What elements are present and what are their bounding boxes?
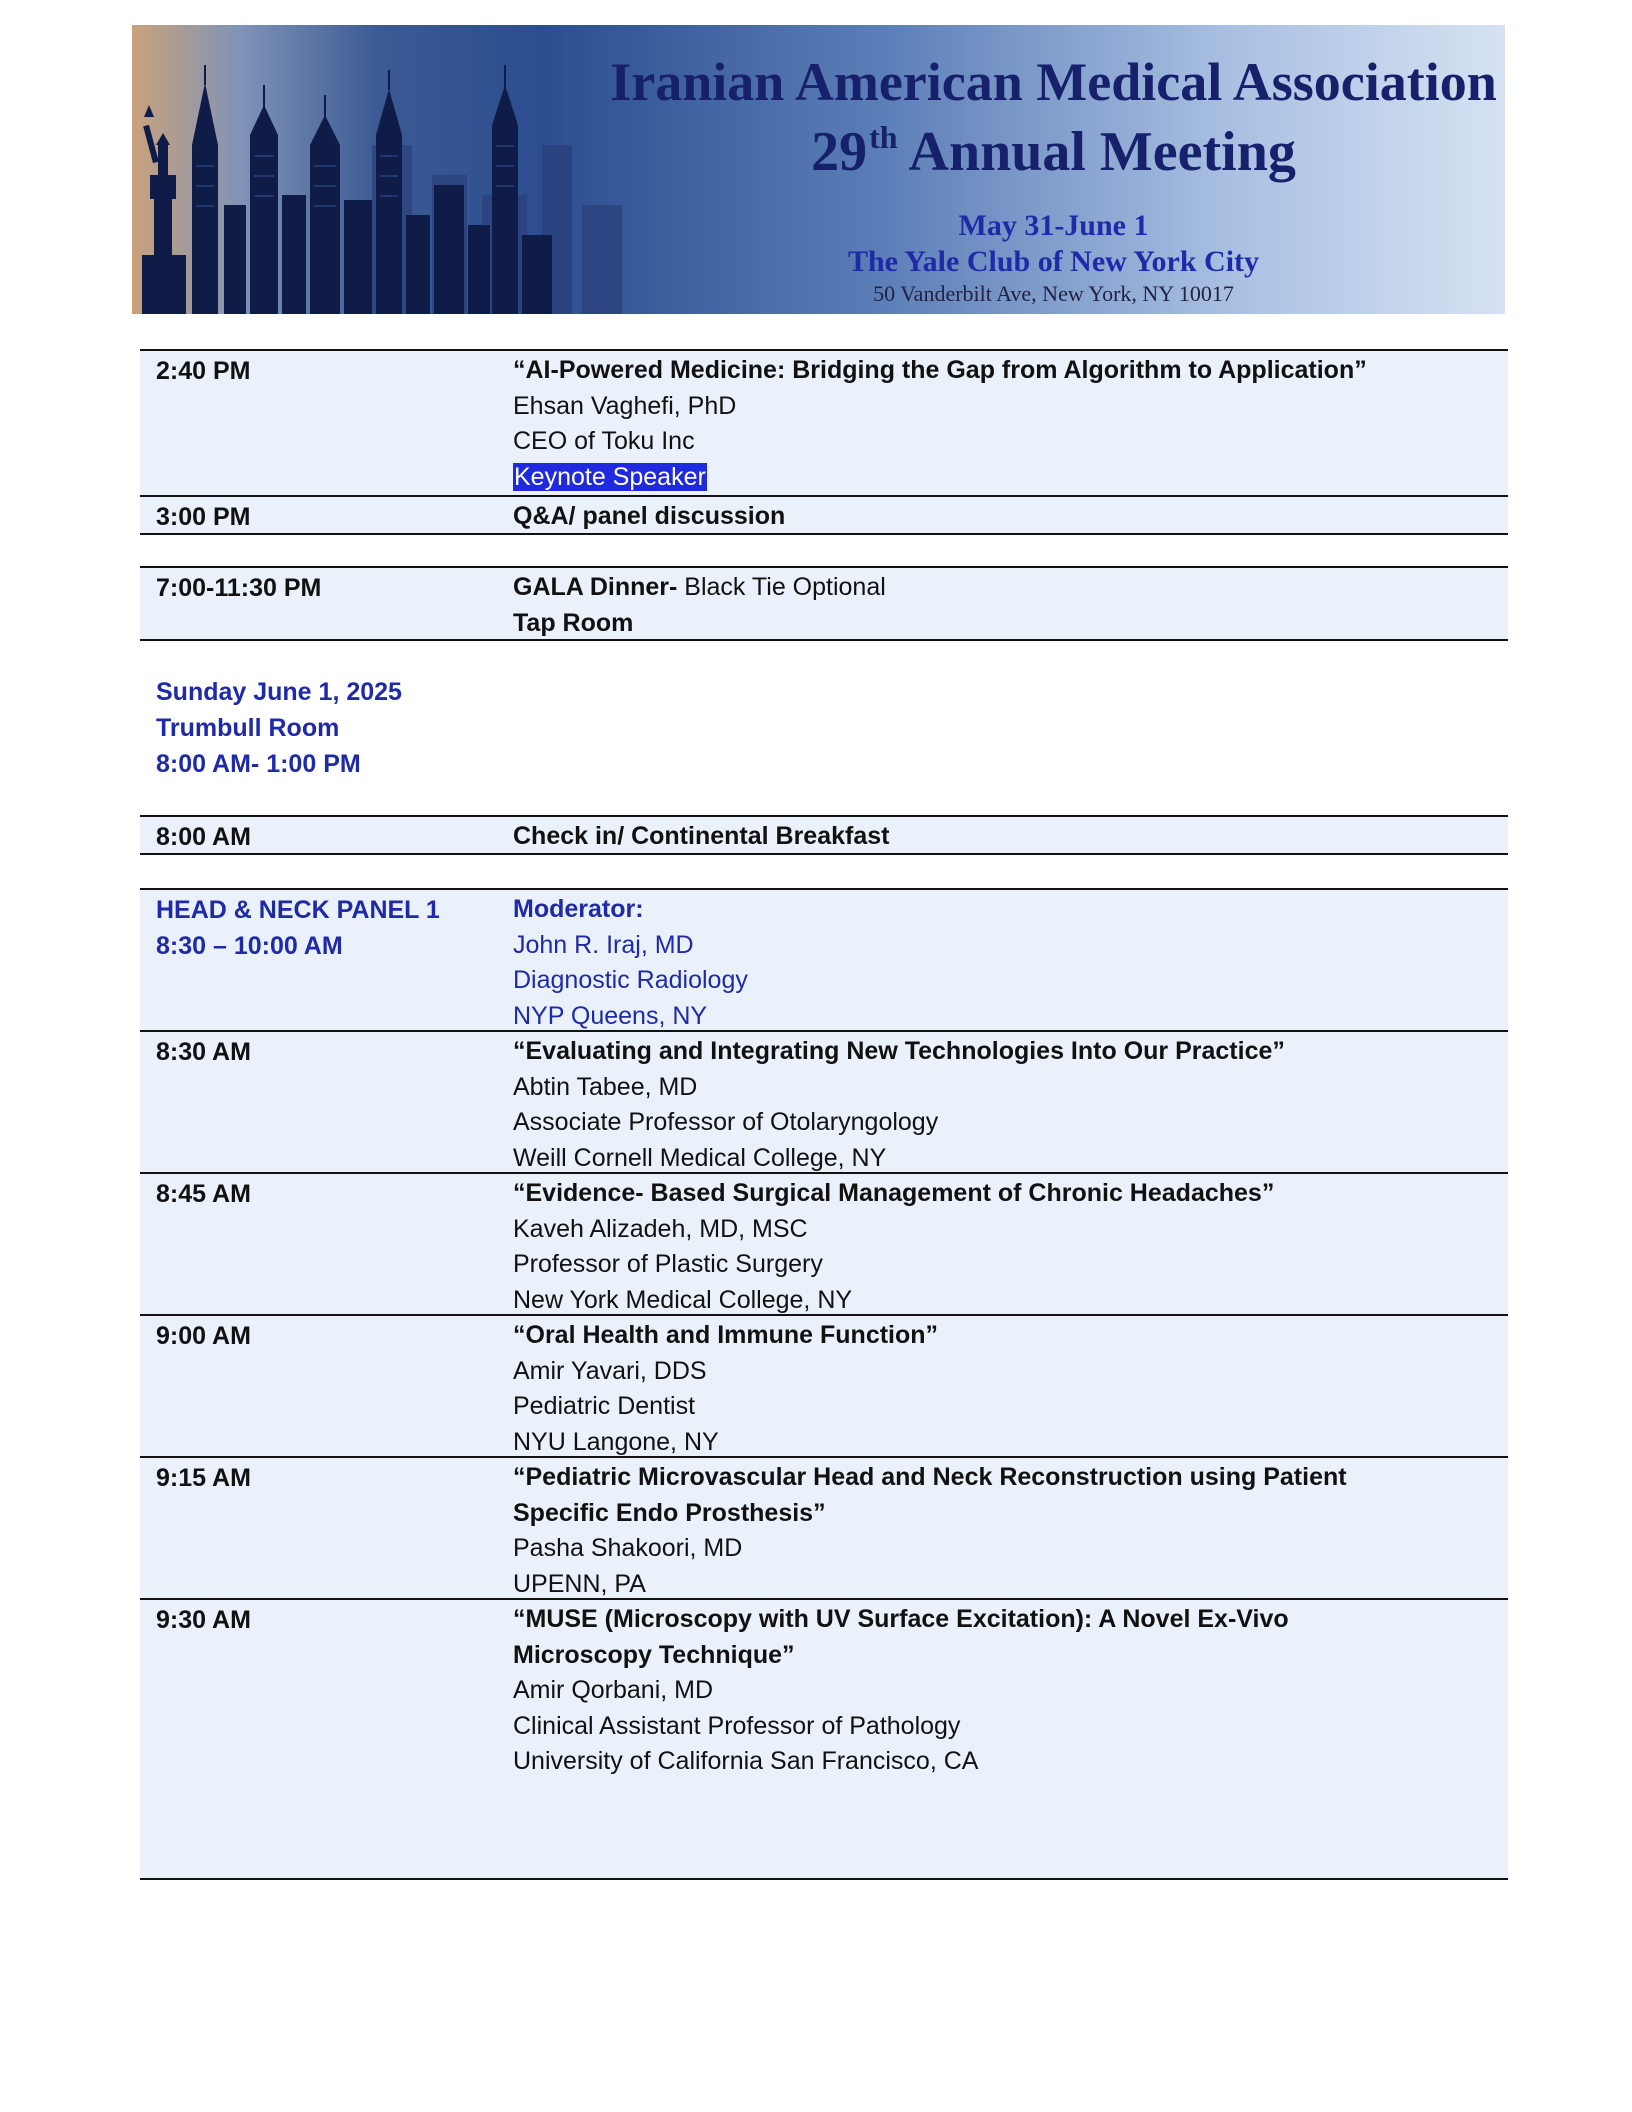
talk-title-line2: Microscopy Technique” (513, 1640, 795, 1669)
talk-time: 9:00 AM (156, 1322, 251, 1350)
schedule-row (140, 497, 1508, 533)
meeting-title-rest: Annual Meeting (908, 121, 1296, 183)
speaker-role: Associate Professor of Otolaryngology (513, 1108, 939, 1136)
talk-time: 8:30 AM (156, 1038, 251, 1066)
banner-titles (602, 25, 1505, 314)
moderator-details (513, 890, 1508, 1034)
sunday-heading (156, 674, 402, 782)
panel-header-row (140, 890, 1508, 1032)
meeting-venue: The Yale Club of New York City (847, 245, 1260, 278)
talk-details (513, 1174, 1508, 1318)
talk-details (513, 1316, 1508, 1460)
talk-row (140, 1174, 1508, 1316)
speaker-role: Clinical Assistant Professor of Pathology (513, 1711, 961, 1740)
talk-time: 9:15 AM (156, 1464, 251, 1492)
schedule-block-checkin (140, 815, 1508, 855)
session-details (513, 817, 1508, 855)
talk-row (140, 1316, 1508, 1458)
speaker-name: Amir Qorbani, MD (513, 1676, 714, 1704)
talk-title-line1: “Pediatric Microvascular Head and Neck Reconstruction using Patient (513, 1463, 1347, 1491)
panel-name: HEAD & NECK PANEL 1 (156, 896, 440, 924)
speaker-institution: NYU Langone, NY (513, 1427, 719, 1456)
header-banner (132, 25, 1505, 314)
session-time: 2:40 PM (156, 357, 251, 385)
keynote-badge: Keynote Speaker (514, 462, 706, 491)
schedule-block-afternoon (140, 349, 1508, 535)
speaker-role: CEO of Toku Inc (513, 427, 695, 455)
talk-title-line2: Specific Endo Prosthesis” (513, 1498, 826, 1527)
talk-title: “Oral Health and Immune Function” (513, 1321, 939, 1349)
association-name: Iranian American Medical Association (610, 52, 1497, 112)
speaker-role: Professor of Plastic Surgery (513, 1250, 823, 1278)
talk-time: 8:45 AM (156, 1180, 251, 1208)
meeting-number: 29 (811, 121, 868, 183)
meeting-dates: May 31-June 1 (958, 209, 1149, 242)
moderator-place: NYP Queens, NY (513, 1001, 708, 1030)
speaker-institution: University of California San Francisco, CA (513, 1747, 979, 1775)
speaker-name: Amir Yavari, DDS (513, 1356, 707, 1385)
session-time: 7:00-11:30 PM (156, 574, 322, 602)
speaker-name: Abtin Tabee, MD (513, 1072, 698, 1101)
session-title: Q&A/ panel discussion (513, 502, 786, 530)
sunday-hours: 8:00 AM- 1:00 PM (156, 750, 361, 778)
session-title: Check in/ Continental Breakfast (513, 822, 890, 850)
speaker-institution: Weill Cornell Medical College, NY (513, 1143, 887, 1172)
sunday-room: Trumbull Room (156, 714, 340, 742)
gala-title: GALA Dinner- (513, 573, 678, 601)
talk-details (513, 1458, 1508, 1602)
gala-dress-code: Black Tie Optional (677, 573, 886, 601)
moderator-label: Moderator: (513, 895, 644, 923)
speaker-role: Pediatric Dentist (513, 1392, 696, 1420)
speaker-name: Kaveh Alizadeh, MD, MSC (513, 1214, 808, 1243)
session-details (513, 497, 1508, 535)
meeting-address: 50 Vanderbilt Ave, New York, NY 10017 (873, 281, 1234, 306)
sunday-date: Sunday June 1, 2025 (156, 678, 402, 706)
session-time: 8:00 AM (156, 823, 251, 851)
speaker-institution: UPENN, PA (513, 1569, 646, 1598)
gala-room: Tap Room (513, 608, 634, 637)
session-details (513, 568, 1508, 641)
talk-row (140, 1458, 1508, 1600)
session-time: 3:00 PM (156, 503, 251, 531)
session-title: “AI-Powered Medicine: Bridging the Gap from Algorithm to Application” (513, 356, 1367, 384)
schedule-row (140, 351, 1508, 497)
speaker-institution: New York Medical College, NY (513, 1285, 853, 1314)
talk-row (140, 1032, 1508, 1174)
speaker-name: Pasha Shakoori, MD (513, 1534, 743, 1562)
talk-details (513, 1600, 1508, 1780)
meeting-title (602, 119, 1505, 183)
panel-label (156, 892, 440, 964)
talk-title: “Evaluating and Integrating New Technologies Into Our Practice” (513, 1037, 1285, 1065)
talk-time: 9:30 AM (156, 1606, 251, 1634)
talk-title: “Evidence- Based Surgical Management of Chronic Headaches” (513, 1179, 1275, 1207)
talk-title-line1: “MUSE (Microscopy with UV Surface Excitation): A Novel Ex-Vivo (513, 1605, 1289, 1633)
meeting-number-suffix: th (869, 119, 898, 155)
moderator-name: John R. Iraj, MD (513, 930, 694, 959)
talk-row (140, 1600, 1508, 1878)
moderator-department: Diagnostic Radiology (513, 966, 748, 994)
speaker-name: Ehsan Vaghefi, PhD (513, 391, 737, 420)
schedule-block-head-neck-panel (140, 888, 1508, 1880)
talk-details (513, 1032, 1508, 1176)
schedule-block-gala (140, 566, 1508, 641)
panel-time: 8:30 – 10:00 AM (156, 932, 343, 960)
session-details (513, 351, 1508, 495)
